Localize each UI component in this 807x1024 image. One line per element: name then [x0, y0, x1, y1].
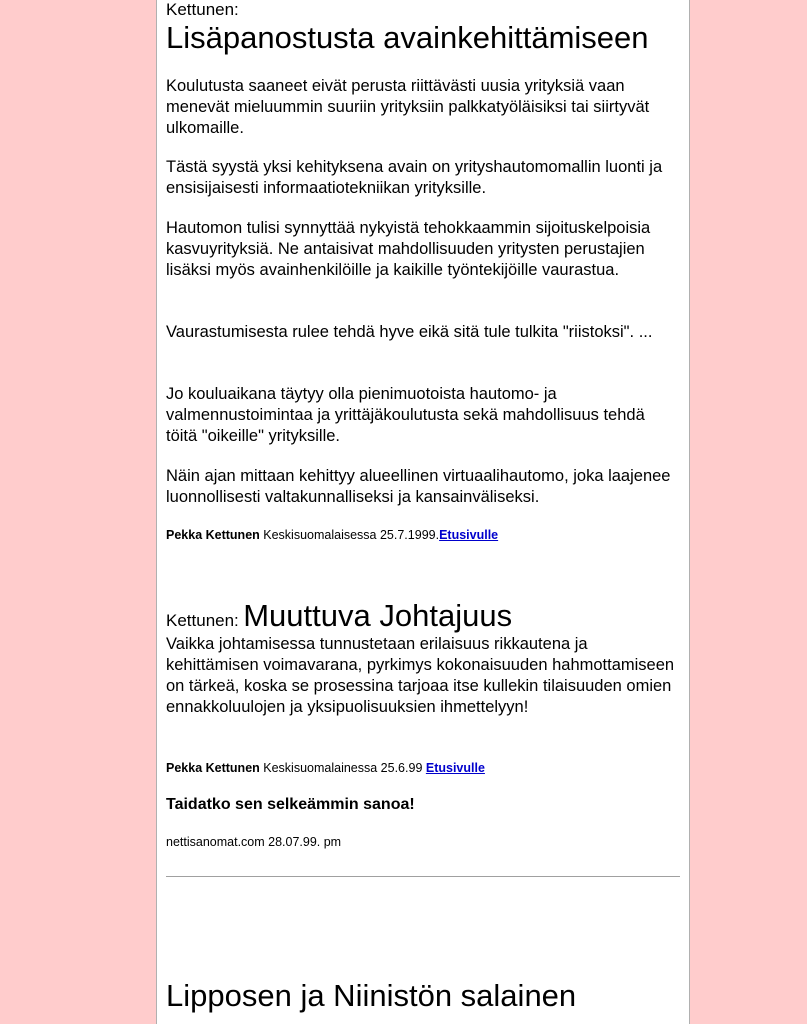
article-1-paragraph-2: Tästä syystä yksi kehityksena avain on yrityshautomomallin luonti ja ensisijaisesti informaatiotekniikan yrityksille. [166, 158, 663, 197]
article-2-paragraph: Vaikka johtamisessa tunnustetaan erilaisuus rikkautena ja kehittämisen voimavarana, pyrkimys kokonaisuuden hahmottamiseen on tärkeä, koska se prosessina tarjoaa itse kullekin tilaisuuden omien ennakkoluulojen ja yksipuolisuuksien ihmettelyyn! [166, 635, 675, 716]
article-1-byline [166, 527, 680, 543]
article-1-paragraph-5: Jo kouluaikana täytyy olla pienimuotoista hautomo- ja valmennustoimintaa ja yrittäjäkoulutusta sekä mahdollisuus tehdä töitä "oikeille" yrityksille. [166, 385, 645, 445]
article-1-title: Lisäpanostusta avainkehittämiseen [166, 20, 649, 55]
article-1-paragraph-3: Hautomon tulisi synnyttää nykyistä tehokkaammin sijoituskelpoisia kasvuyrityksiä. Ne antaisivat mahdollisuuden yritysten perustajien lisäksi myös avainhenkilöille ja kaikille työntekijöille vaurastua. [166, 219, 651, 279]
article-1-home-link[interactable]: Etusivulle [439, 528, 499, 542]
article-3-title: Lipposen ja Niinistön salainen [166, 978, 577, 1013]
article-2-source: Keskisuomalainessa 25.6.99 [263, 761, 423, 775]
article-1 [166, 0, 680, 56]
section-divider [166, 876, 680, 877]
article-2-heading [166, 598, 680, 634]
content-column [156, 0, 690, 1024]
article-1-source: Keskisuomalaisessa 25.7.1999. [263, 528, 440, 542]
article-1-paragraph-1: Koulutusta saaneet eivät perusta riittävästi uusia yrityksiä vaan menevät mieluummin suuriin yrityksiin palkkatyöläisiksi tai siirtyvät ulkomaille. [166, 77, 650, 137]
article-2-home-link[interactable]: Etusivulle [425, 761, 485, 775]
article-2-question: Taidatko sen selkeämmin sanoa! [166, 796, 415, 813]
article-1-paragraph-4: Vaurastumisesta rulee tehdä hyve eikä sitä tule tulkita "riistoksi". ... [166, 323, 653, 341]
article-1-paragraph-6: Näin ajan mittaan kehittyy alueellinen virtuaalihautomo, joka laajenee luonnollisesti valtakunnalliseksi ja kansainväliseksi. [166, 467, 671, 506]
article-2-title: Muuttuva Johtajuus [243, 598, 513, 633]
article-2-kicker: Kettunen: [166, 611, 239, 630]
article-1-kicker: Kettunen: [166, 0, 239, 19]
article-2-byline [166, 760, 680, 776]
article-1-author: Pekka Kettunen [166, 528, 260, 542]
article-2-footer: nettisanomat.com 28.07.99. pm [166, 835, 342, 849]
article-2-author: Pekka Kettunen [166, 761, 260, 775]
